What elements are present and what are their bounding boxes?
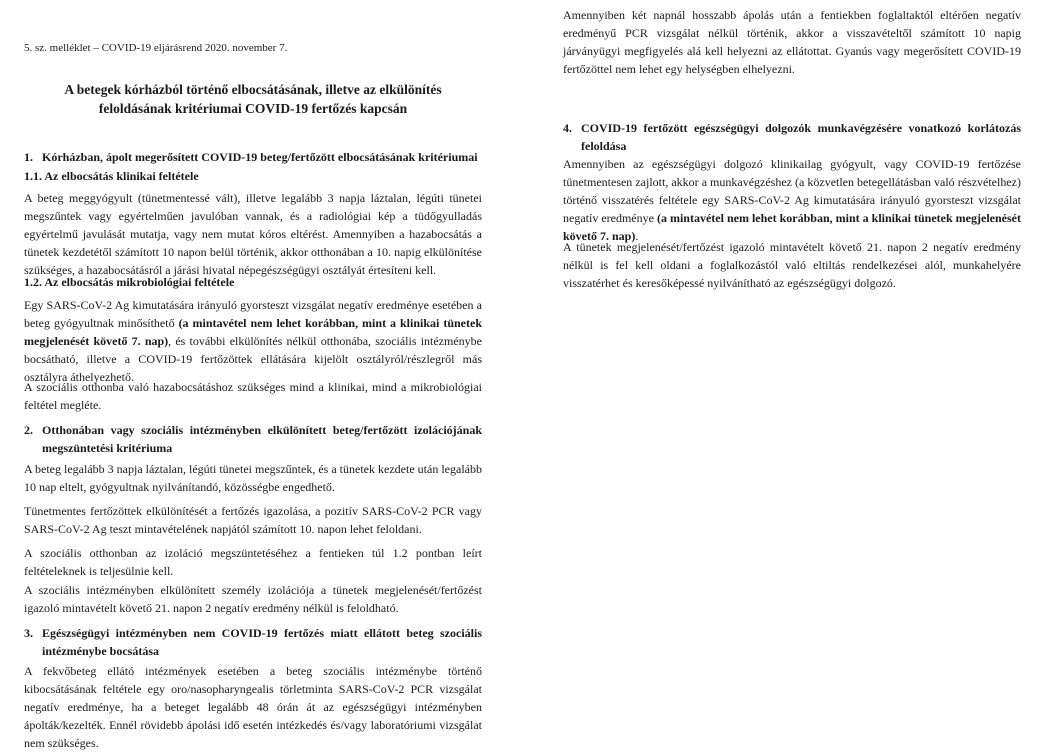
section-3-heading [24, 624, 482, 660]
header-reference: 5. sz. melléklet – COVID-19 eljárásrend 2020. november 7. [24, 42, 288, 54]
paragraph: Amennyiben két napnál hosszabb ápolás után a fentiekben foglaltaktól eltérően negatív eredményű PCR vizsgálat nélkül történik, akkor a visszavételtől számított 10 napig járványügyi megfigyelés alá kell helyezni az ellátottat. Gyanús vagy megerősített COVID-19 fertőzöttel nem lehet egy helységben elhelyezni. [563, 8, 1021, 76]
paragraph: Tünetmentes fertőzöttek elkülönítését a fertőzés igazolása, a pozitív SARS-CoV-2 PCR vagy SARS-CoV-2 Ag teszt mintavételének napjától számított 10. napon lehet feloldani. [24, 504, 482, 536]
text-run: Amennyiben az egészségügyi dolgozó klinikailag gyógyult, vagy COVID-19 fertőzése tünetmentesen zajlott, akkor a munkavégzéshez (a közvetlen betegellátásban való részvételhez) történő visszatérés feltétele egy SARS-CoV-2 Ag kimutatására irányuló gyorsteszt vizsgálat negatív eredménye [563, 157, 1021, 225]
paragraph: A beteg legalább 3 napja láztalan, légúti tünetei megszűntek, és a tünetek kezdete után legalább 10 nap eltelt, gyógyultnak nyilvánítandó, közösségbe engedhető. [24, 462, 482, 494]
text-run: , és további elkülönítés nélkül otthonába, szociális intézménybe bocsátható, illetve a COVID-19 fertőzöttek ellátására kijelölt osztályról/részlegről más osztályra áthelyezhető. [24, 334, 482, 384]
paragraph: A beteg meggyógyult (tünetmentessé vált), illetve legalább 3 napja láztalan, légúti tünetei megszűntek vagy egyértelműen javulóban vannak, és a radiológiai kép a tüdőgyulladás egyértelmű javulását mutatja, vagy nem mutat kóros eltérést. Amennyiben a hazabocsátás a tünetek kezdetétől számított 10 napon belül történik, akkor otthonában a 10. napig elkülönítése szükséges, a hazabocsátásról a járási hivatal népegészségügyi osztályát értesíteni kell. [24, 191, 482, 277]
document-title-line-2: feloldásának kritériumai COVID-19 fertőzés kapcsán [98, 101, 408, 116]
paragraph [563, 155, 1021, 245]
paragraph: A szociális otthonban az izoláció megszüntetéséhez a fentieken túl 1.2 pontban leírt feltételeknek is teljesülnie kell. [24, 546, 482, 578]
text-run: Egy SARS-CoV-2 Ag kimutatására irányuló gyorsteszt vizsgálat negatív eredménye esetében a beteg gyógyultnak minősíthető [24, 298, 482, 330]
section-4-heading [563, 119, 1021, 155]
section-2-heading [24, 421, 482, 457]
paragraph: A szociális intézményben elkülönített személy izolációja a tünetek megjelenését/fertőzést igazoló mintavételt követő 21. napon 2 negatív eredmény nélkül is feloldható. [24, 583, 482, 615]
document-title-line-1: A betegek kórházból történő elbocsátásának, illetve az elkülönítés [64, 82, 442, 97]
section-number: 4. [563, 121, 572, 135]
subsection-1-2-heading: 1.2. Az elbocsátás mikrobiológiai feltétele [24, 275, 235, 289]
paragraph: A tünetek megjelenését/fertőzést igazoló mintavételt követő 21. napon 2 negatív eredmény nélkül is fel kell oldani a foglalkozástól való eltiltás rendelkezései alól, munkahelyére visszatérhet és keresőképessé nyilvánítható az egészségügyi dolgozó. [563, 240, 1021, 290]
section-title: Kórházban, ápolt megerősített COVID-19 beteg/fertőzött elbocsátásának kritériumai [42, 150, 478, 164]
section-number: 1. [24, 150, 33, 164]
subsection-1-1-heading: 1.1. Az elbocsátás klinikai feltétele [24, 169, 199, 183]
bold-text-run: (a mintavétel nem lehet korábban, mint a klinikai tünetek megjelenését követő 7. nap) [563, 211, 1021, 243]
section-number: 3. [24, 626, 33, 640]
paragraph [24, 296, 482, 386]
bold-text-run: (a mintavétel nem lehet korábban, mint a klinikai tünetek megjelenését követő 7. nap) [24, 316, 482, 348]
paragraph: A szociális otthonba való hazabocsátáshoz szükséges mind a klinikai, mind a mikrobiológiai feltétel megléte. [24, 380, 482, 412]
section-title: COVID-19 fertőzött egészségügyi dolgozók munkavégzésére vonatkozó korlátozás feloldása [581, 121, 1021, 153]
section-number: 2. [24, 423, 33, 437]
paragraph: A fekvőbeteg ellátó intézmények esetében a beteg szociális intézménybe történő kibocsátásának feltétele egy oro/nasopharyngealis törletminta SARS-CoV-2 PCR vizsgálat negatív eredménye, ha a beteget legalább 48 órán át az egészségügyi intézményben ápolták/kezelték. Ennél rövidebb ápolási idő esetén intézkedés és/vagy laboratóriumi vizsgálat nem szükséges. [24, 664, 482, 750]
text-run: . [635, 229, 639, 243]
section-1-heading [24, 148, 482, 166]
section-title: Otthonában vagy szociális intézményben elkülönített beteg/fertőzött izolációjának megszüntetési kritériuma [42, 423, 482, 455]
section-title: Egészségügyi intézményben nem COVID-19 fertőzés miatt ellátott beteg szociális intézménybe bocsátása [42, 626, 482, 658]
document-title [24, 80, 482, 118]
